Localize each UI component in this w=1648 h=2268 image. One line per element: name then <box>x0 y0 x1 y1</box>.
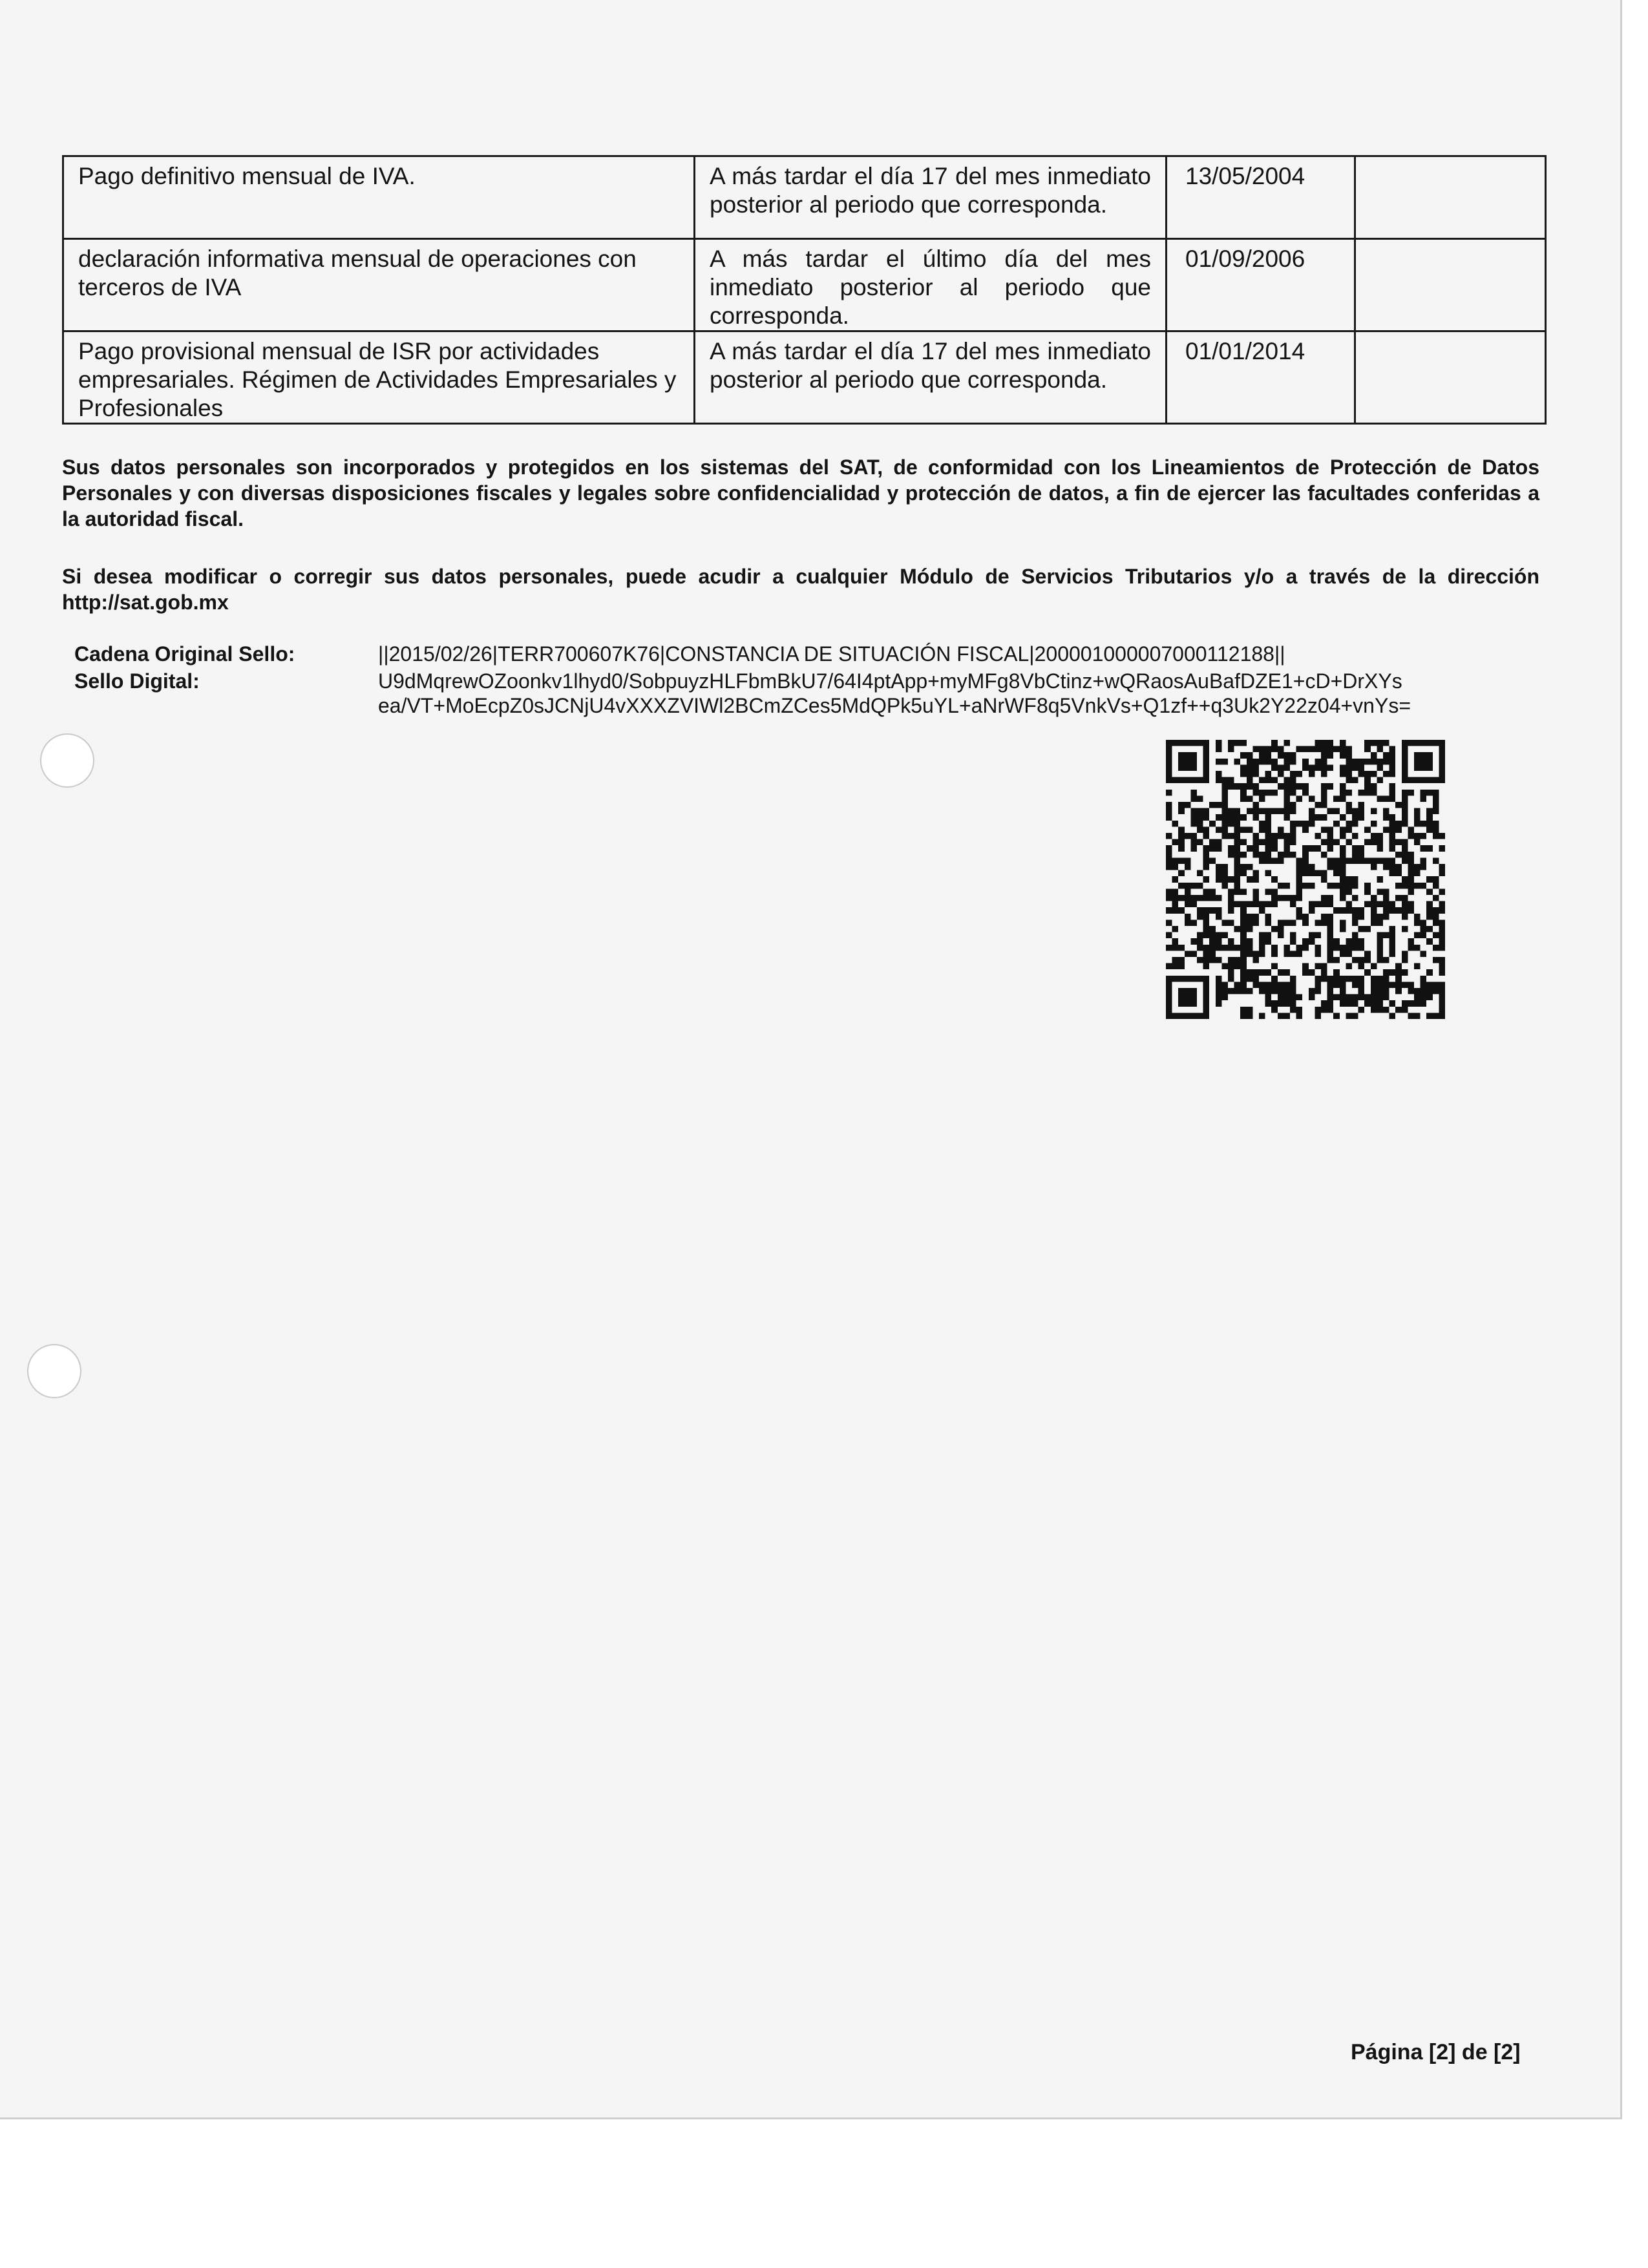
obligation-description: Pago definitivo mensual de IVA. <box>63 156 695 239</box>
table-row <box>63 239 1546 331</box>
original-chain-label: Cadena Original Sello: <box>74 642 295 666</box>
digital-seal-line: U9dMqrewOZoonkv1lhyd0/SobpuyzHLFbmBkU7/64I4ptApp+myMFg8VbCtinz+wQRaosAuBafDZE1+cD+DrXYs <box>378 669 1402 693</box>
obligation-end-date <box>1355 156 1546 239</box>
table-row <box>63 156 1546 239</box>
original-chain-value: ||2015/02/26|TERR700607K76|CONSTANCIA DE SITUACIÓN FISCAL|200001000007000112188|| <box>378 642 1285 666</box>
digital-seal-value <box>378 669 1411 718</box>
obligation-start-date: 13/05/2004 <box>1167 156 1355 239</box>
obligation-start-date: 01/01/2014 <box>1167 331 1355 424</box>
obligation-due: A más tardar el día 17 del mes inmediato posterior al periodo que corresponda. <box>695 156 1167 239</box>
obligation-start-date: 01/09/2006 <box>1167 239 1355 331</box>
obligation-due: A más tardar el día 17 del mes inmediato posterior al periodo que corresponda. <box>695 331 1167 424</box>
obligation-end-date <box>1355 239 1546 331</box>
modify-data-notice: Si desea modificar o corregir sus datos personales, puede acudir a cualquier Módulo de Servicios Tributarios y/o a través de la dirección http://sat.gob.mx <box>62 565 1539 614</box>
page-number: Página [2] de [2] <box>1351 2040 1521 2064</box>
original-chain-row <box>74 642 1548 666</box>
digital-seal-row <box>74 669 1548 718</box>
digital-seal-line: ea/VT+MoEcpZ0sJCNjU4vXXXZVIWl2BCmZCes5MdQPk5uYL+aNrWF8q5VnkVs+Q1zf++q3Uk2Y22z04+vnYs= <box>378 694 1411 717</box>
punch-hole <box>40 733 94 788</box>
obligation-description: Pago provisional mensual de ISR por actividades empresariales. Régimen de Actividades Empresariales y Profesionales <box>63 331 695 424</box>
obligation-description: declaración informativa mensual de operaciones con terceros de IVA <box>63 239 695 331</box>
obligation-due: A más tardar el último día del mes inmediato posterior al periodo que corresponda. <box>695 239 1167 331</box>
qr-code-icon <box>1163 740 1448 1019</box>
seal-block <box>74 642 1548 720</box>
obligations-table <box>62 155 1547 425</box>
table-row <box>63 331 1546 424</box>
punch-hole <box>27 1344 81 1398</box>
privacy-notice: Sus datos personales son incorporados y protegidos en los sistemas del SAT, de conformidad con los Lineamientos de Protección de Datos Personales y con diversas disposiciones fiscales y legales sobre confidencialidad y protección de datos, a fin de ejercer las facultades conferidas a la autoridad fiscal. <box>62 456 1539 530</box>
obligation-end-date <box>1355 331 1546 424</box>
digital-seal-label: Sello Digital: <box>74 669 200 693</box>
